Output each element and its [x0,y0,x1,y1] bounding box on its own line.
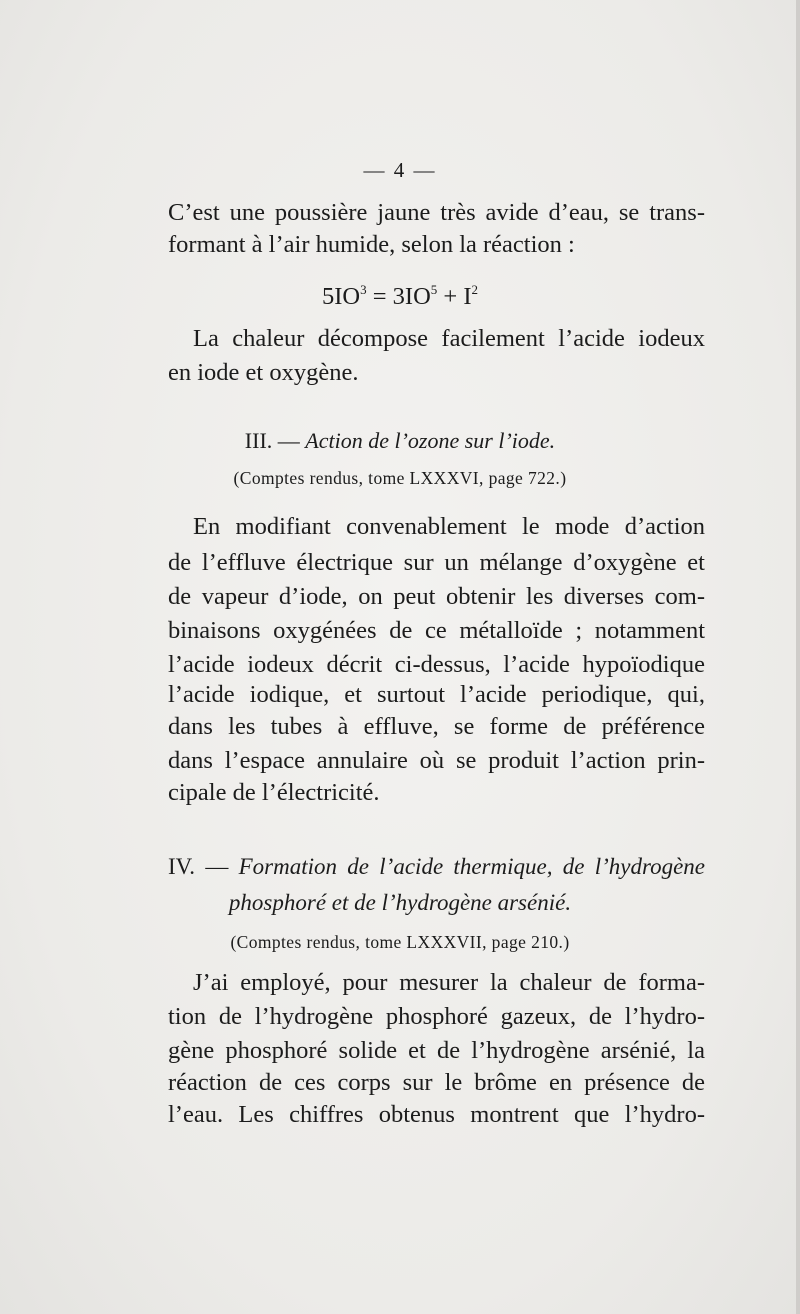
page-number: — 4 — [363,158,437,182]
formula-right-sup: 5 [430,282,438,297]
section-3-heading [0,425,800,457]
paragraph-3-line-8: dans l’espace annulaire où se produit l’action prin- [168,747,705,774]
formula-plus: + I [437,283,472,310]
paragraph-2-line-1: La chaleur décompose facilement l’acide iodeux [193,325,705,352]
paragraph-3-line-2: de l’effluve électrique sur un mélange d’oxygène et [168,549,705,576]
paragraph-2-line-2: en iode et oxygène. [168,359,359,386]
formula-plus-sup: 2 [471,282,479,297]
paragraph-1-line-2: formant à l’air humide, selon la réaction : [168,231,575,258]
paragraph-3-line-7: dans les tubes à effluve, se forme de préférence [168,713,705,740]
paragraph-3-line-3: de vapeur d’iode, on peut obtenir les diverses com- [168,583,705,610]
paragraph-1-line-1: C’est une poussière jaune très avide d’eau, se trans- [168,199,705,226]
section-3-number: III. — [244,428,306,453]
section-4-number: IV. — [168,854,239,879]
section-3-title: Action de l’ozone sur l’iode. [305,428,556,453]
section-4-title-1: Formation de l’acide thermique, de l’hydrogène [238,854,705,879]
formula-left: 5IO [321,283,361,310]
paragraph-3-line-9: cipale de l’électricité. [168,779,380,806]
formula-left-sup: 3 [360,282,367,297]
paragraph-4-line-2: tion de l’hydrogène phosphoré gazeux, de l’hydro- [168,1003,705,1030]
section-3-reference: (Comptes rendus, tome LXXXVI, page 722.) [233,468,567,488]
page-edge [796,0,800,1314]
paragraph-3-line-5: l’acide iodeux décrit ci-dessus, l’acide hypoïodique [168,651,705,678]
section-4-heading-line-1 [168,850,705,884]
paragraph-3-line-4: binaisons oxygénées de ce métalloïde ; notamment [168,617,705,644]
chemical-equation [0,280,800,314]
paragraph-4-line-1: J’ai employé, pour mesurer la chaleur de forma- [193,969,705,996]
paragraph-4-line-5: l’eau. Les chiffres obtenus montrent que l’hydro- [168,1101,705,1128]
paragraph-3-line-1: En modifiant convenablement le mode d’action [193,513,705,540]
formula-right: 3IO [392,283,431,310]
section-4-reference: (Comptes rendus, tome LXXXVII, page 210.) [230,932,570,952]
paragraph-4-line-3: gène phosphoré solide et de l’hydrogène arsénié, la [168,1037,705,1064]
section-4-heading-line-2: phosphoré et de l’hydrogène arsénié. [228,890,572,915]
formula-equals: = [366,283,393,310]
paragraph-3-line-6: l’acide iodique, et surtout l’acide periodique, qui, [168,681,705,708]
paragraph-4-line-4: réaction de ces corps sur le brôme en présence de [168,1069,705,1096]
